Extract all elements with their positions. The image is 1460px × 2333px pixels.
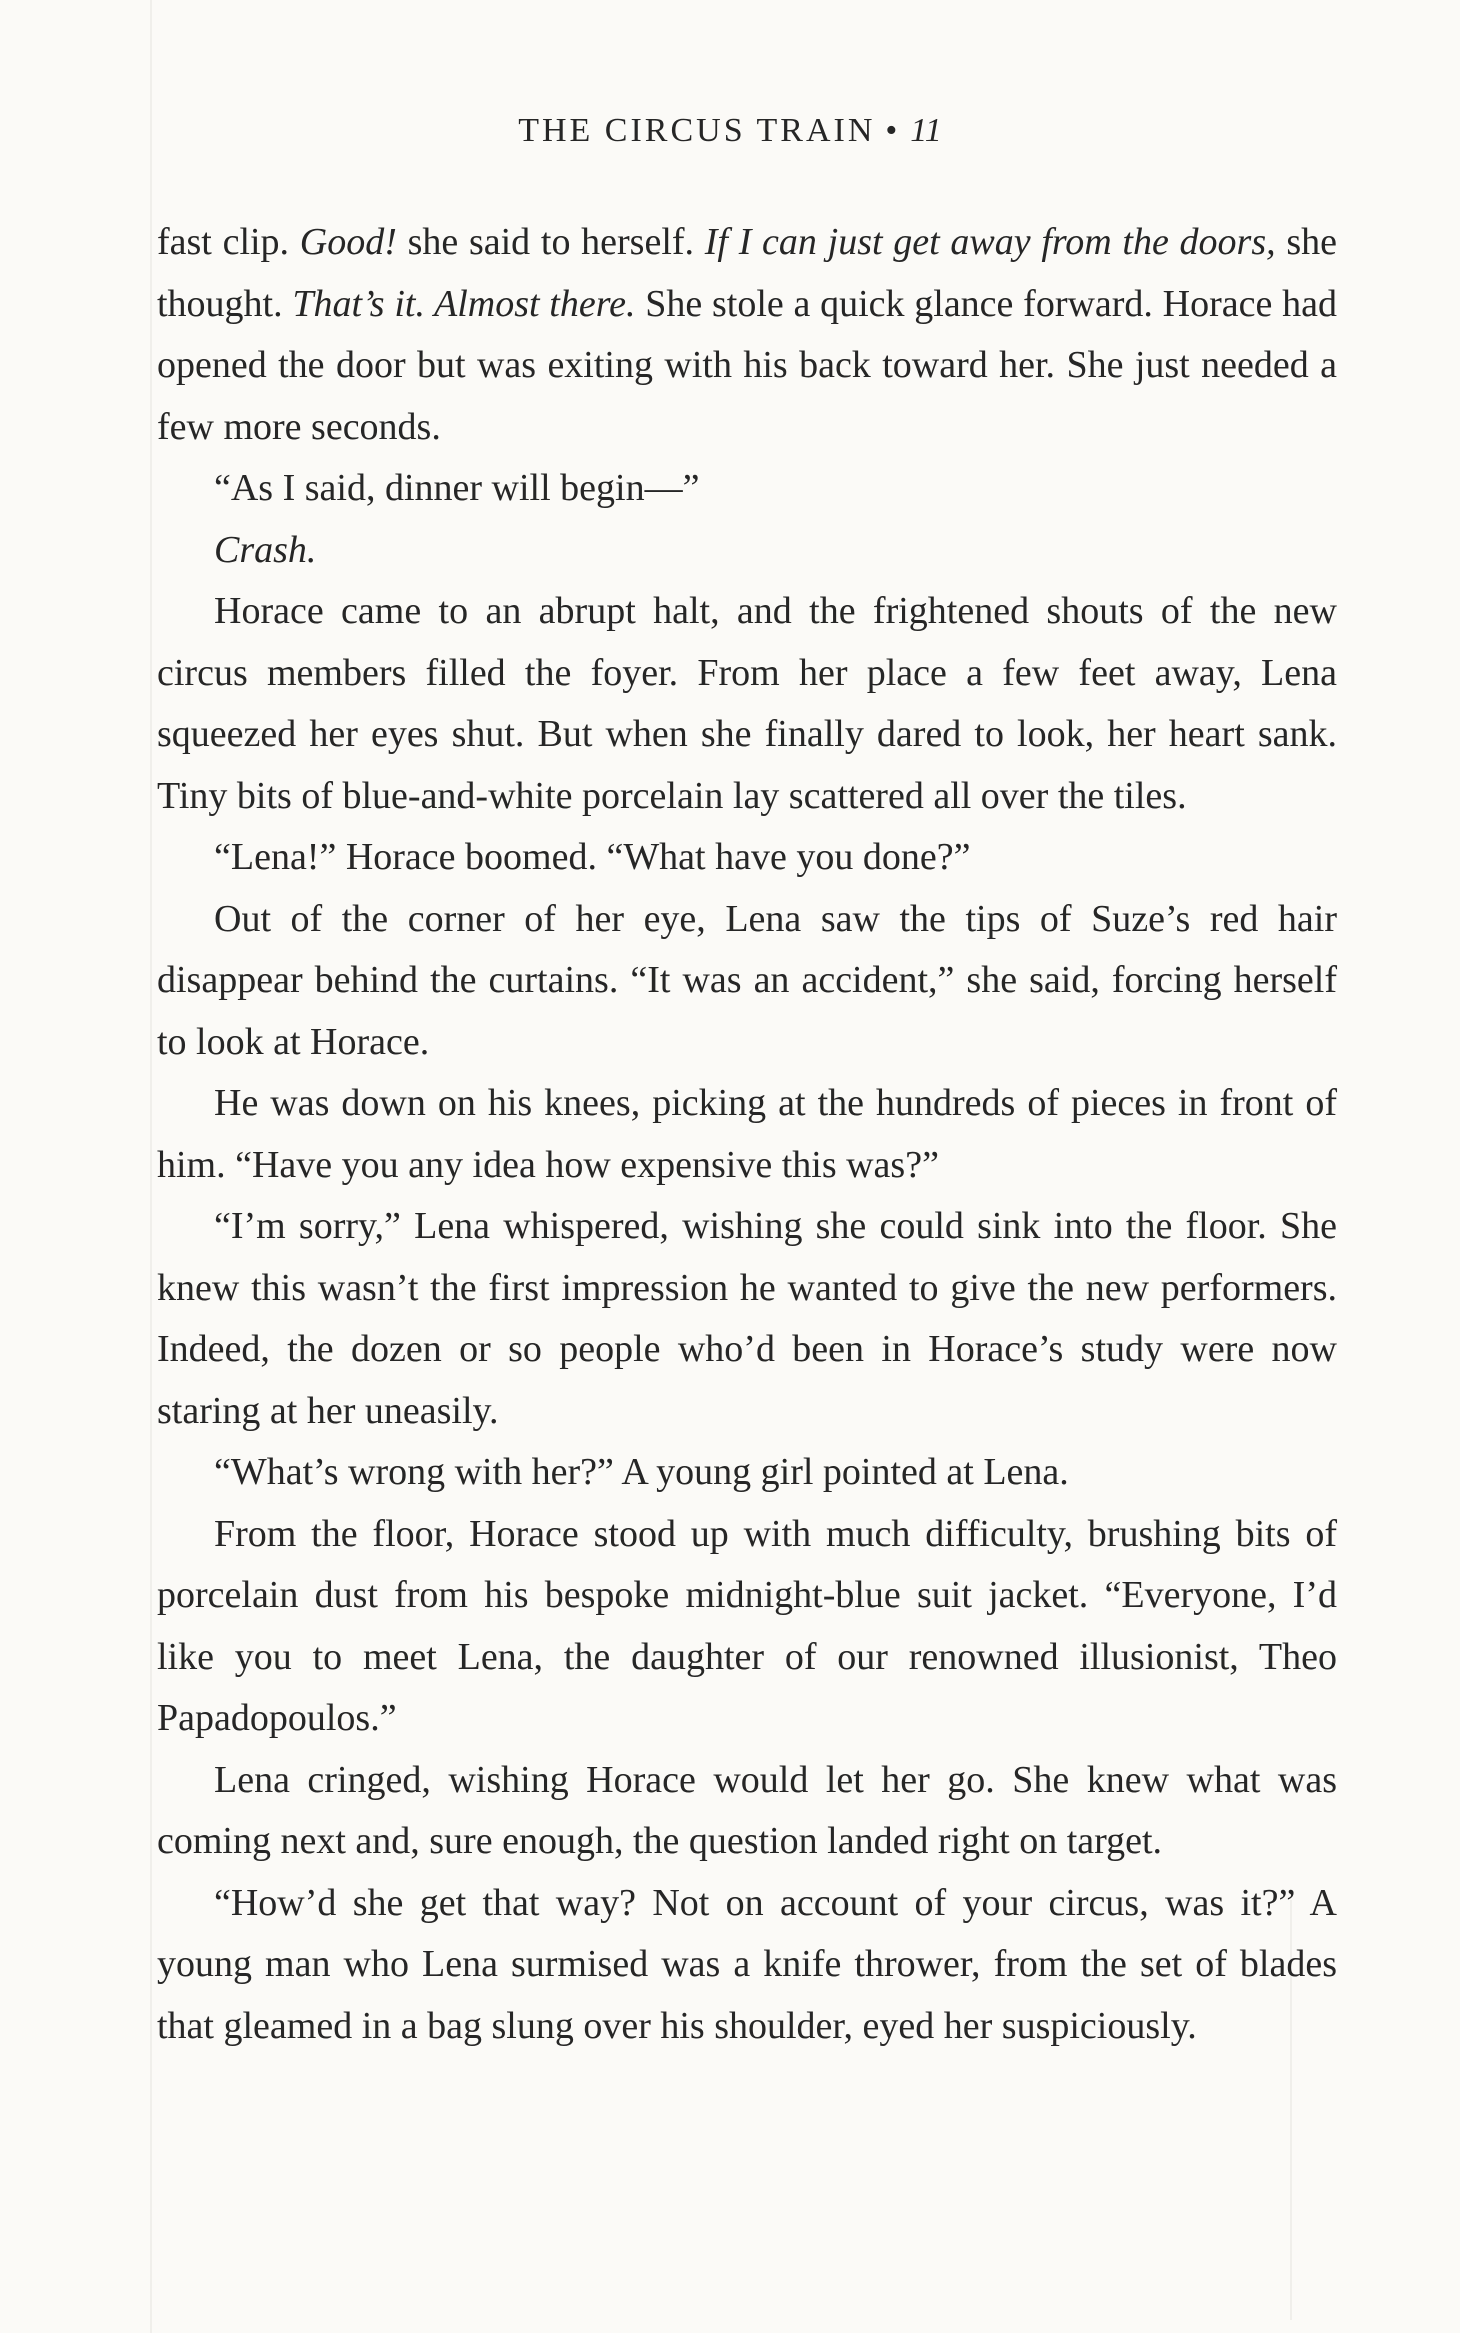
book-title: THE CIRCUS TRAIN	[518, 112, 876, 149]
text-segment: “I’m sorry,” Lena whispered, wishing she could sink into the floor. She knew this wasn’t the first impression he wanted to give the new performers. Indeed, the dozen or so people who’d been in Horace’s study were now staring at her uneasily.	[157, 1205, 1337, 1432]
paragraph	[157, 1442, 1337, 1504]
text-segment: She stole a quick glance forward. Horace had opened the door but was exiting with his back toward her. She just needed a few more seconds.	[157, 282, 1337, 448]
text-segment: she thought.	[157, 221, 1337, 325]
paragraph	[157, 581, 1337, 827]
body-text	[157, 212, 1337, 2057]
paragraph	[157, 827, 1337, 889]
paragraph	[157, 1073, 1337, 1196]
italic-text: Good!	[299, 221, 397, 263]
header-separator: •	[885, 112, 901, 149]
text-segment: “Lena!” Horace boomed. “What have you done?”	[214, 836, 971, 878]
paragraph	[157, 1196, 1337, 1442]
text-segment: From the floor, Horace stood up with much difficulty, brushing bits of porcelain dust from his bespoke midnight-blue suit jacket. “Everyone, I’d like you to meet Lena, the daughter of our renowned illusionist, Theo Papadopoulos.”	[157, 1512, 1337, 1739]
paragraph	[157, 458, 1337, 520]
paragraph	[157, 889, 1337, 1074]
paragraph	[157, 520, 1337, 582]
text-segment: Horace came to an abrupt halt, and the frightened shouts of the new circus members filled the foyer. From her place a few feet away, Lena squeezed her eyes shut. But when she finally dared to look, her heart sank. Tiny bits of blue-and-white porcelain lay scattered all over the tiles.	[157, 590, 1337, 817]
italic-text: If I can just get away from the doors,	[704, 221, 1276, 263]
text-segment: she said to herself.	[396, 221, 705, 263]
paragraph	[157, 1873, 1337, 2058]
italic-text: Crash.	[214, 528, 317, 571]
text-segment: fast clip.	[157, 221, 300, 263]
text-segment: Lena cringed, wishing Horace would let her go. She knew what was coming next and, sure enough, the question landed right on target.	[157, 1758, 1337, 1862]
text-segment: He was down on his knees, picking at the hundreds of pieces in front of him. “Have you any idea how expensive this was?”	[157, 1082, 1337, 1186]
scan-shadow-left	[150, 0, 152, 2333]
page-number: 11	[910, 112, 942, 149]
text-segment: “What’s wrong with her?” A young girl pointed at Lena.	[214, 1451, 1069, 1493]
paragraph	[157, 212, 1337, 458]
running-header	[0, 112, 1460, 150]
text-segment: “How’d she get that way? Not on account of your circus, was it?” A young man who Lena surmised was a knife thrower, from the set of blades that gleamed in a bag slung over his shoulder, eyed her suspiciously.	[157, 1881, 1337, 2047]
text-segment: Out of the corner of her eye, Lena saw the tips of Suze’s red hair disappear behind the curtains. “It was an accident,” she said, forcing herself to look at Horace.	[157, 897, 1337, 1063]
paragraph	[157, 1750, 1337, 1873]
paragraph	[157, 1504, 1337, 1750]
text-segment: “As I said, dinner will begin—”	[214, 467, 700, 509]
italic-text: That’s it. Almost there.	[292, 282, 636, 325]
